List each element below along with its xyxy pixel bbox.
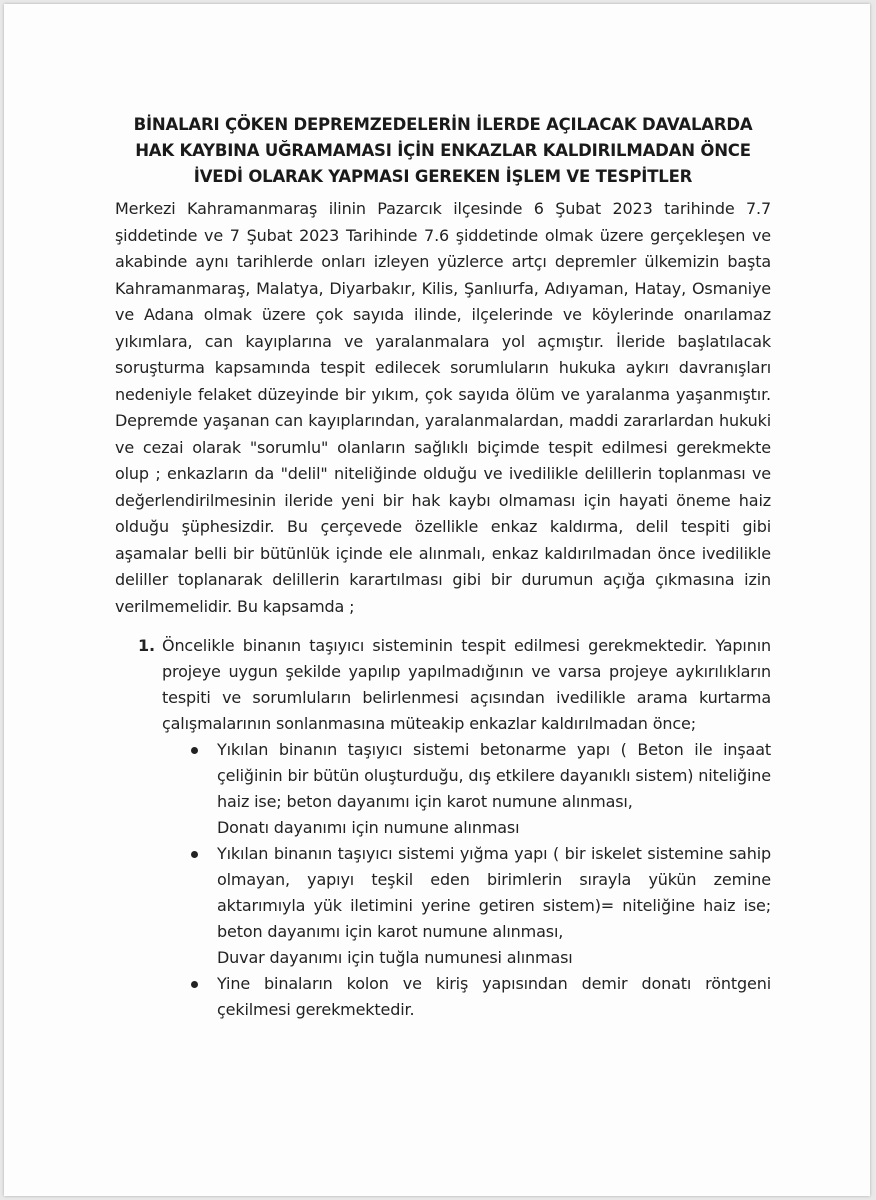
item-text: Öncelikle binanın taşıyıcı sisteminin tespit edilmesi gerekmektedir. Yapının projeye uygun şekilde yapılıp yapılmadığının ve varsa projeye aykırılıkların tespiti ve sorumluların belirlenmesi açısından ivedilikle arama kurtarma çalışmalarının sonlanmasına müteakip enkazlar kaldırılmadan önce; [162,636,771,733]
item-number: 1. [138,636,155,655]
bullet-item-3 [217,971,771,1023]
bullet-icon [191,851,198,858]
bullet-tail: Donatı dayanımı için numune alınması [217,818,520,837]
bullet-item-2 [217,841,771,971]
document-page [4,4,870,1196]
title-line-3: İVEDİ OLARAK YAPMASI GEREKEN İŞLEM VE TESPİTLER [193,167,693,186]
document-body [115,112,771,1023]
title-line-2: HAK KAYBINA UĞRAMAMASI İÇİN ENKAZLAR KALDIRILMADAN ÖNCE [135,141,751,160]
bullet-icon [191,747,198,754]
intro-paragraph: Merkezi Kahramanmaraş ilinin Pazarcık ilçesinde 6 Şubat 2023 tarihinde 7.7 şiddetinde ve 7 Şubat 2023 Tarihinde 7.6 şiddetinde olmak üzere gerçekleşen ve akabinde aynı tarihlerde onları izleyen yüzlerce artçı depremler ülkemizin başta Kahramanmaraş, Malatya, Diyarbakır, Kilis, Şanlıurfa, Adıyaman, Hatay, Osmaniye ve Adana olmak üzere çok sayıda ilinde, ilçelerinde ve köylerinde onarılamaz yıkımlara, can kayıplarına ve yaralanmalara yol açmıştır. İleride başlatılacak soruşturma kapsamında tespit edilecek sorumluların hukuka aykırı davranışları nedeniyle felaket düzeyinde bir yıkım, çok sayıda ölüm ve yaralanma yaşanmıştır. Depremde yaşanan can kayıplarından, yaralanmalardan, maddi zararlardan hukuki ve cezai olarak "sorumlu" olanların sağlıklı biçimde tespit edilmesi gerekmekte olup ; enkazların da "delil" niteliğinde olduğu ve ivedilikle delillerin toplanması ve değerlendirilmesinin ileride yeni bir hak kaybı olmaması için hayati öneme haiz olduğu şüphesizdir. Bu çerçevede özellikle enkaz kaldırma, delil tespiti gibi aşamalar belli bir bütünlük içinde ele alınmalı, enkaz kaldırılmadan önce ivedilikle deliller toplanarak delillerin karartılması gibi bir durumun açığa çıkmasına izin verilmemelidir. Bu kapsamda ; [115,199,771,616]
bullet-list [162,737,771,1023]
bullet-text: Yine binaların kolon ve kiriş yapısından demir donatı röntgeni çekilmesi gerekmektedir. [217,974,771,1019]
title-line-1: BİNALARI ÇÖKEN DEPREMZEDELERİN İLERDE AÇILACAK DAVALARDA [133,115,753,134]
document-title [115,112,771,190]
bullet-icon [191,981,198,988]
bullet-item-1 [217,737,771,841]
bullet-text: Yıkılan binanın taşıyıcı sistemi yığma yapı ( bir iskelet sistemine sahip olmayan, yapıyı teşkil eden birimlerin sırayla yükün zemine aktarımıyla yük iletimini yerine getiren sistem)= niteliğine haiz ise; beton dayanımı için karot numune alınması, [217,844,771,941]
bullet-text: Yıkılan binanın taşıyıcı sistemi betonarme yapı ( Beton ile inşaat çeliğinin bir bütün oluşturduğu, dış etkilere dayanıklı sistem) niteliğine haiz ise; beton dayanımı için karot numune alınması, [217,740,771,811]
numbered-item-1 [115,633,771,1023]
bullet-tail: Duvar dayanımı için tuğla numunesi alınması [217,948,573,967]
